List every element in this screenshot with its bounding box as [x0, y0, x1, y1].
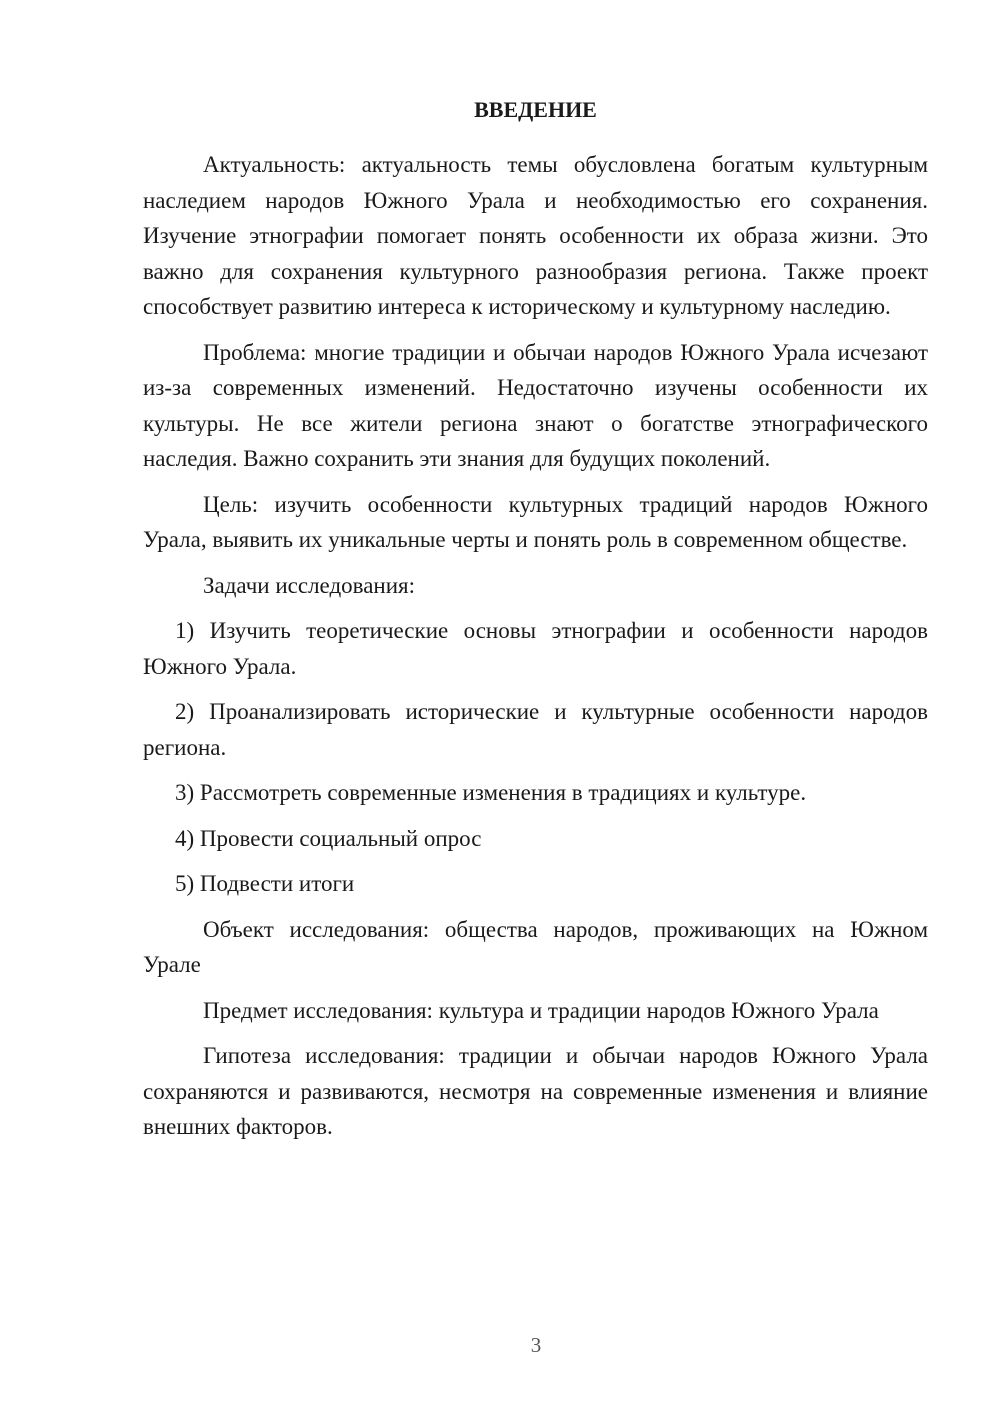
- paragraph-object: Объект исследования: общества народов, проживающих на Южном Урале: [143, 916, 928, 977]
- paragraph-subject: Предмет исследования: культура и традиции народов Южного Урала: [203, 997, 879, 1023]
- task-item-3: 3) Рассмотреть современные изменения в традициях и культуре.: [175, 780, 807, 805]
- task-item-1: 1) Изучить теоретические основы этнографии и особенности народов Южного Урала.: [143, 618, 928, 679]
- task-item-5: 5) Подвести итоги: [175, 871, 355, 896]
- paragraph-problem: Проблема: многие традиции и обычаи народов Южного Урала исчезают из-за современных изменений. Недостаточно изучены особенности их культуры. Не все жители региона знают о богатстве этнографического наследия. Важно сохранить эти знания для будущих поколений.: [143, 339, 928, 471]
- page-number: 3: [530, 1333, 542, 1357]
- tasks-heading: Задачи исследования:: [203, 572, 416, 598]
- task-item-2: 2) Проанализировать исторические и культурные особенности народов региона.: [143, 699, 928, 760]
- task-item-4: 4) Провести социальный опрос: [175, 825, 482, 851]
- paragraph-goal: Цель: изучить особенности культурных традиций народов Южного Урала, выявить их уникальные черты и понять роль в современном обществе.: [143, 491, 928, 552]
- paragraph-hypothesis: Гипотеза исследования: традиции и обычаи народов Южного Урала сохраняются и развиваются, несмотря на современные изменения и влияние внешних факторов.: [143, 1043, 928, 1139]
- page-title: ВВЕДЕНИЕ: [474, 97, 597, 122]
- paragraph-relevance: Актуальность: актуальность темы обусловлена богатым культурным наследием народов Южного Урала и необходимостью его сохранения. Изучение этнографии помогает понять особенности их образа жизни. Это важно для сохранения культурного разнообразия региона. Также проект способствует развитию интереса к историческому и культурному наследию.: [143, 152, 928, 319]
- page-content: [143, 92, 928, 1155]
